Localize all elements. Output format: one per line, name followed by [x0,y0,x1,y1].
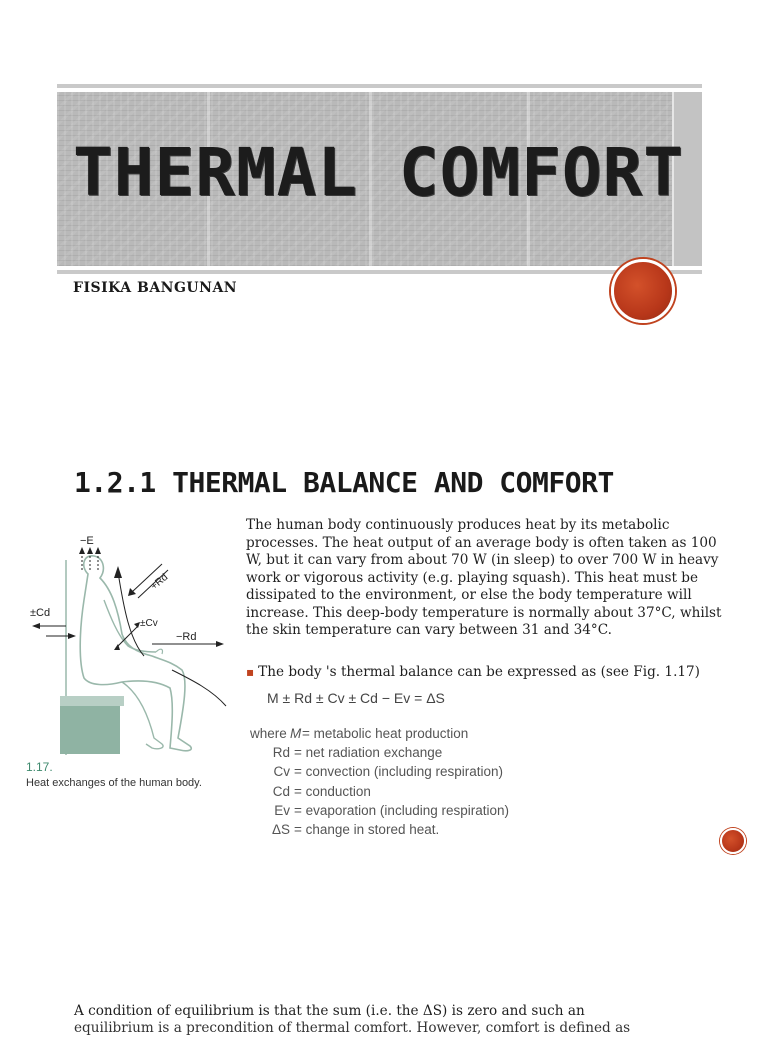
definition-symbol: Rd [272,745,290,761]
figure-caption: Heat exchanges of the human body. [26,777,202,789]
definition-text: = convection (including respiration) [294,764,503,780]
definition-text: = metabolic heat production [302,726,469,741]
body-heat-diagram [22,530,232,760]
definition-row [250,820,509,839]
bullet-text: The body 's thermal balance can be expressed as (see Fig. 1.17) [258,664,700,680]
banner-top-line [57,84,702,88]
decorative-circle-icon [720,828,746,854]
definition-text: = net radiation exchange [294,745,443,761]
label-conduction: ±Cd [30,607,51,619]
definition-symbol: ΔS [271,822,290,838]
definition-symbol: M [290,726,302,741]
footer-paragraph-line-2: equilibrium is a precondition of thermal comfort. However, comfort is defined as [74,1020,631,1036]
definition-symbol: Ev [274,802,290,818]
decorative-circle-icon [611,259,675,323]
title-banner [57,92,702,266]
section-heading: 1.2.1 THERMAL BALANCE AND COMFORT [74,466,614,499]
bullet-item [246,664,746,681]
definition-row [250,743,509,762]
definition-symbol: Cd [272,783,290,799]
banner-bottom-line [57,270,702,274]
label-radiation-out: −Rd [176,631,197,643]
definition-row [250,782,509,801]
definition-text: = conduction [294,783,371,799]
label-convection: ±Cv [140,618,158,629]
slide-subtitle: FISIKA BANGUNAN [73,280,238,296]
footer-paragraph-line-1: A condition of equilibrium is that the sum (i.e. the ΔS) is zero and such an [74,1003,585,1019]
definition-row [250,762,509,781]
label-evaporation: −E [80,535,94,547]
balance-equation: M ± Rd ± Cv ± Cd − Ev = ΔS [267,690,445,706]
heat-exchange-figure [22,530,232,760]
definition-text: = evaporation (including respiration) [294,802,509,818]
definition-symbol: Cv [273,764,290,780]
bullet-icon: ▪ [246,665,255,679]
definition-row [250,724,509,743]
definitions-list [250,724,509,839]
definitions-lead: where [250,726,287,741]
figure-number: 1.17. [26,760,53,774]
slide-title: THERMAL COMFORT [73,134,685,211]
definition-text: = change in stored heat. [294,822,440,838]
label-radiation-in: +Rd [148,571,171,593]
body-paragraph: The human body continuously produces heat by its metabolic processes. The heat output of an average body is often taken as 100 W, but it can vary from about 70 W (in sleep) to over 700 W in heavy work or vigorous activity (e.g. playing squash). This heat must be dissipated to the environment, or else the body temperature will increase. This deep-body temperature is normally about 37°C, whilst the skin temperature can vary between 31 and 34°C. [246,517,722,638]
definition-row [250,801,509,820]
